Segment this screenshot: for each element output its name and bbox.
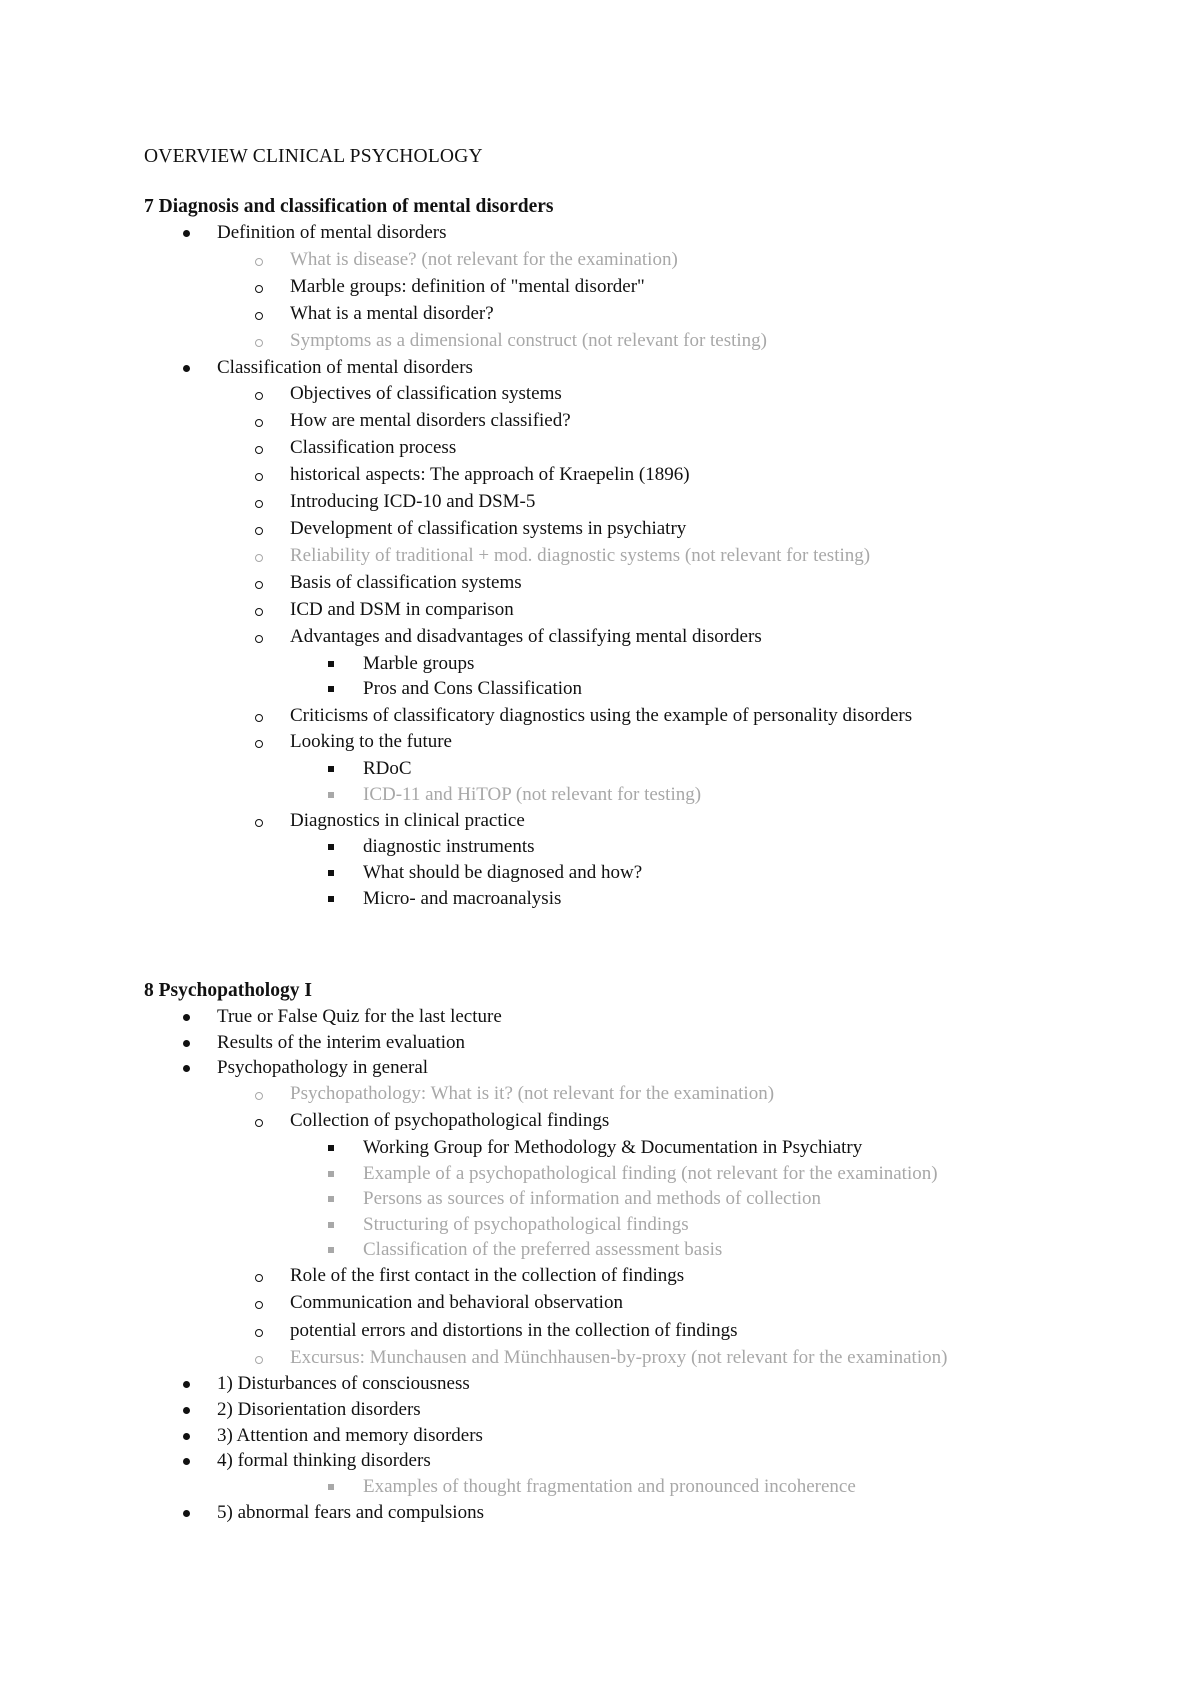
- circle-bullet-icon: [255, 1092, 263, 1100]
- circle-bullet-icon: [255, 554, 263, 562]
- list-item-text: Persons as sources of information and methods of collection: [363, 1188, 822, 1209]
- circle-bullet-icon: [255, 500, 263, 508]
- circle-bullet-icon: [255, 740, 263, 748]
- circle-bullet-icon: [255, 1301, 263, 1309]
- bullet-icon: [183, 1040, 190, 1047]
- list-item-text: diagnostic instruments: [363, 836, 535, 857]
- bullet-icon: [183, 1381, 190, 1388]
- list-item-text: Communication and behavioral observation: [290, 1292, 623, 1313]
- circle-bullet-icon: [255, 608, 263, 616]
- list-item-text: Psychopathology: What is it? (not relevant for the examination): [290, 1083, 775, 1104]
- circle-bullet-icon: [255, 581, 263, 589]
- bullet-icon: [183, 1433, 190, 1440]
- square-bullet-icon: [328, 1145, 334, 1151]
- list-item-text: Objectives of classification systems: [290, 383, 562, 404]
- square-bullet-icon: [328, 686, 334, 692]
- circle-bullet-icon: [255, 392, 263, 400]
- list-item-text: What is a mental disorder?: [290, 303, 494, 324]
- list-item-text: 4) formal thinking disorders: [217, 1450, 431, 1471]
- list-item-text: Classification process: [290, 437, 457, 458]
- square-bullet-icon: [328, 661, 334, 667]
- circle-bullet-icon: [255, 473, 263, 481]
- list-item-text: Marble groups: definition of "mental disorder": [290, 276, 645, 297]
- document-title: OVERVIEW CLINICAL PSYCHOLOGY: [144, 146, 483, 167]
- list-item-text: ICD-11 and HiTOP (not relevant for testing): [363, 784, 702, 805]
- square-bullet-icon: [328, 1247, 334, 1253]
- list-item-text: Classification of the preferred assessment basis: [363, 1239, 723, 1260]
- bullet-icon: [183, 1065, 190, 1072]
- list-item-text: 5) abnormal fears and compulsions: [217, 1502, 484, 1523]
- list-item-text: Results of the interim evaluation: [217, 1032, 466, 1053]
- circle-bullet-icon: [255, 1274, 263, 1282]
- circle-bullet-icon: [255, 312, 263, 320]
- list-item-text: Role of the first contact in the collection of findings: [290, 1265, 685, 1286]
- list-item-text: Working Group for Methodology & Documentation in Psychiatry: [363, 1137, 863, 1158]
- list-item-text: Basis of classification systems: [290, 572, 522, 593]
- bullet-icon: [183, 1014, 190, 1021]
- circle-bullet-icon: [255, 446, 263, 454]
- list-item-text: ICD and DSM in comparison: [290, 599, 514, 620]
- circle-bullet-icon: [255, 635, 263, 643]
- square-bullet-icon: [328, 792, 334, 798]
- circle-bullet-icon: [255, 1119, 263, 1127]
- list-item-text: What is disease? (not relevant for the examination): [290, 249, 678, 270]
- list-item-text: Pros and Cons Classification: [363, 678, 583, 699]
- bullet-icon: [183, 1458, 190, 1465]
- list-item-text: potential errors and distortions in the collection of findings: [290, 1320, 738, 1341]
- list-item-text: Looking to the future: [290, 731, 452, 752]
- list-item-text: Reliability of traditional + mod. diagnostic systems (not relevant for testing): [290, 545, 871, 566]
- list-item-text: True or False Quiz for the last lecture: [217, 1006, 502, 1027]
- list-item-text: 3) Attention and memory disorders: [217, 1425, 483, 1446]
- list-item-text: historical aspects: The approach of Kraepelin (1896): [290, 464, 690, 485]
- list-item-text: 2) Disorientation disorders: [217, 1399, 421, 1420]
- circle-bullet-icon: [255, 819, 263, 827]
- list-item-text: Marble groups: [363, 653, 475, 674]
- circle-bullet-icon: [255, 1356, 263, 1364]
- section-heading: 7 Diagnosis and classification of mental disorders: [144, 196, 554, 217]
- circle-bullet-icon: [255, 1329, 263, 1337]
- list-item-text: 1) Disturbances of consciousness: [217, 1373, 470, 1394]
- circle-bullet-icon: [255, 258, 263, 266]
- list-item-text: Psychopathology in general: [217, 1057, 429, 1078]
- square-bullet-icon: [328, 844, 334, 850]
- bullet-icon: [183, 1510, 190, 1517]
- list-item-text: Collection of psychopathological findings: [290, 1110, 610, 1131]
- list-item-text: Classification of mental disorders: [217, 357, 473, 378]
- list-item-text: Criticisms of classificatory diagnostics using the example of personality disorders: [290, 705, 913, 726]
- square-bullet-icon: [328, 1196, 334, 1202]
- list-item-text: Diagnostics in clinical practice: [290, 810, 525, 831]
- bullet-icon: [183, 1407, 190, 1414]
- list-item-text: Introducing ICD-10 and DSM-5: [290, 491, 536, 512]
- list-item-text: What should be diagnosed and how?: [363, 862, 643, 883]
- square-bullet-icon: [328, 896, 334, 902]
- square-bullet-icon: [328, 870, 334, 876]
- bullet-icon: [183, 365, 190, 372]
- list-item-text: Examples of thought fragmentation and pronounced incoherence: [363, 1476, 856, 1497]
- square-bullet-icon: [328, 1171, 334, 1177]
- list-item-text: Development of classification systems in psychiatry: [290, 518, 687, 539]
- square-bullet-icon: [328, 1484, 334, 1490]
- circle-bullet-icon: [255, 714, 263, 722]
- square-bullet-icon: [328, 766, 334, 772]
- list-item-text: Structuring of psychopathological findings: [363, 1214, 689, 1235]
- list-item-text: Micro- and macroanalysis: [363, 888, 562, 909]
- list-item-text: Advantages and disadvantages of classifying mental disorders: [290, 626, 762, 647]
- list-item-text: Example of a psychopathological finding (not relevant for the examination): [363, 1163, 938, 1184]
- list-item-text: How are mental disorders classified?: [290, 410, 571, 431]
- circle-bullet-icon: [255, 527, 263, 535]
- section-heading: 8 Psychopathology I: [144, 980, 312, 1001]
- list-item-text: Excursus: Munchausen and Münchhausen-by-proxy (not relevant for the examination): [290, 1347, 948, 1368]
- circle-bullet-icon: [255, 419, 263, 427]
- list-item-text: Definition of mental disorders: [217, 222, 447, 243]
- square-bullet-icon: [328, 1222, 334, 1228]
- circle-bullet-icon: [255, 285, 263, 293]
- circle-bullet-icon: [255, 339, 263, 347]
- bullet-icon: [183, 230, 190, 237]
- list-item-text: Symptoms as a dimensional construct (not relevant for testing): [290, 330, 768, 351]
- list-item-text: RDoC: [363, 758, 412, 779]
